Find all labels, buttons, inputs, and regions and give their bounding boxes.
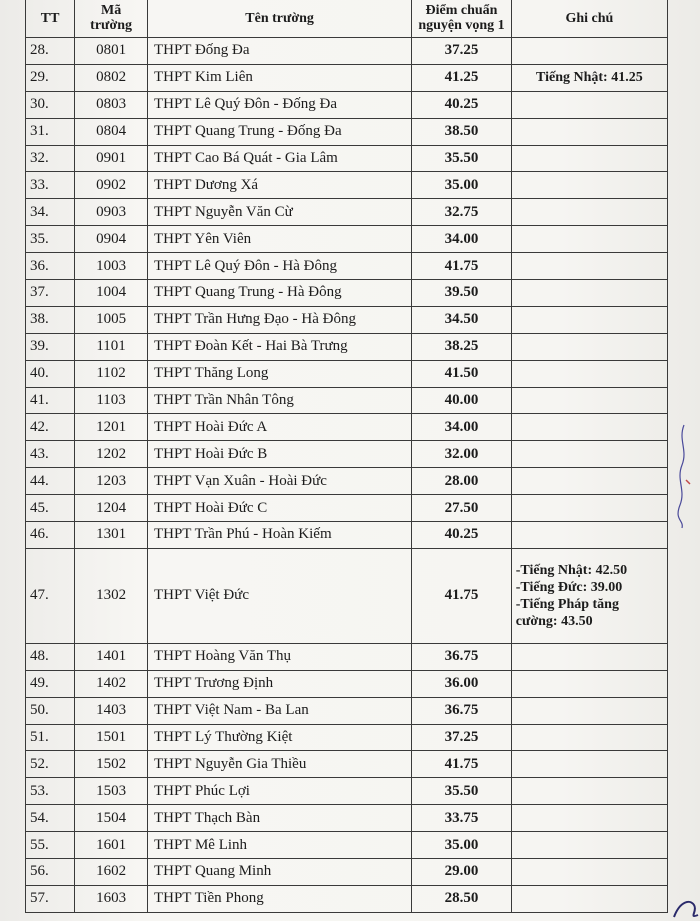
table-row xyxy=(26,441,668,468)
school-code: 1403 xyxy=(75,697,148,724)
note xyxy=(511,805,667,832)
table-row xyxy=(26,360,668,387)
table-body xyxy=(26,38,668,913)
note xyxy=(511,724,667,751)
score: 28.00 xyxy=(412,468,512,495)
header-ten-truong: Tên trường xyxy=(147,0,411,38)
table-row xyxy=(26,253,668,280)
note xyxy=(511,118,667,145)
school-code: 1003 xyxy=(75,253,148,280)
school-name: THPT Nguyễn Gia Thiều xyxy=(147,751,411,778)
school-name: THPT Nguyễn Văn Cừ xyxy=(147,199,411,226)
score: 32.00 xyxy=(412,441,512,468)
school-code: 1202 xyxy=(75,441,148,468)
table-row xyxy=(26,832,668,859)
score: 41.50 xyxy=(412,360,512,387)
note xyxy=(511,306,667,333)
row-number: 51. xyxy=(26,724,75,751)
table-row xyxy=(26,724,668,751)
score: 38.50 xyxy=(412,118,512,145)
score: 36.75 xyxy=(412,697,512,724)
score: 41.75 xyxy=(412,548,512,643)
school-code: 1004 xyxy=(75,280,148,307)
note xyxy=(511,778,667,805)
row-number: 44. xyxy=(26,468,75,495)
signature-corner-mark xyxy=(670,891,700,921)
school-name: THPT Hoàng Văn Thụ xyxy=(147,643,411,670)
school-name: THPT Hoài Đức C xyxy=(147,495,411,522)
school-code: 0902 xyxy=(75,172,148,199)
school-code: 0803 xyxy=(75,91,148,118)
table-row xyxy=(26,697,668,724)
row-number: 45. xyxy=(26,495,75,522)
school-code: 0901 xyxy=(75,145,148,172)
score: 35.50 xyxy=(412,145,512,172)
row-number: 49. xyxy=(26,670,75,697)
school-name: THPT Lý Thường Kiệt xyxy=(147,724,411,751)
score: 32.75 xyxy=(412,199,512,226)
note xyxy=(511,468,667,495)
school-code: 0904 xyxy=(75,226,148,253)
school-name: THPT Quang Trung - Hà Đông xyxy=(147,280,411,307)
note xyxy=(511,548,667,643)
table-row xyxy=(26,306,668,333)
school-name: THPT Lê Quý Đôn - Đống Đa xyxy=(147,91,411,118)
table-row xyxy=(26,387,668,414)
school-name: THPT Vạn Xuân - Hoài Đức xyxy=(147,468,411,495)
signature-mark xyxy=(674,420,692,530)
header-ma-truong: Mã trường xyxy=(75,0,148,38)
note xyxy=(511,226,667,253)
table-row xyxy=(26,145,668,172)
score: 37.25 xyxy=(412,724,512,751)
row-number: 55. xyxy=(26,832,75,859)
school-name: THPT Trần Phú - Hoàn Kiếm xyxy=(147,522,411,549)
note xyxy=(511,643,667,670)
score: 41.25 xyxy=(412,64,512,91)
row-number: 35. xyxy=(26,226,75,253)
row-number: 39. xyxy=(26,333,75,360)
note xyxy=(511,145,667,172)
row-number: 30. xyxy=(26,91,75,118)
row-number: 34. xyxy=(26,199,75,226)
note xyxy=(511,859,667,886)
row-number: 46. xyxy=(26,522,75,549)
school-code: 1503 xyxy=(75,778,148,805)
school-name: THPT Việt Nam - Ba Lan xyxy=(147,697,411,724)
score: 41.75 xyxy=(412,751,512,778)
table-row xyxy=(26,199,668,226)
note xyxy=(511,333,667,360)
score: 33.75 xyxy=(412,805,512,832)
school-name: THPT Mê Linh xyxy=(147,832,411,859)
table-row xyxy=(26,495,668,522)
row-number: 50. xyxy=(26,697,75,724)
table-header-row xyxy=(26,0,668,38)
note xyxy=(511,414,667,441)
school-name: THPT Lê Quý Đôn - Hà Đông xyxy=(147,253,411,280)
row-number: 41. xyxy=(26,387,75,414)
school-code: 1101 xyxy=(75,333,148,360)
school-code: 1603 xyxy=(75,885,148,912)
score: 35.00 xyxy=(412,832,512,859)
score: 28.50 xyxy=(412,885,512,912)
school-code: 1601 xyxy=(75,832,148,859)
header-ghi-chu: Ghi chú xyxy=(511,0,667,38)
school-name: THPT Trần Hưng Đạo - Hà Đông xyxy=(147,306,411,333)
school-code: 1204 xyxy=(75,495,148,522)
note xyxy=(511,832,667,859)
note: Tiếng Nhật: 41.25 xyxy=(511,64,667,91)
school-name: THPT Dương Xá xyxy=(147,172,411,199)
score: 35.00 xyxy=(412,172,512,199)
score: 41.75 xyxy=(412,253,512,280)
school-name: THPT Hoài Đức B xyxy=(147,441,411,468)
score: 35.50 xyxy=(412,778,512,805)
row-number: 52. xyxy=(26,751,75,778)
school-name: THPT Phúc Lợi xyxy=(147,778,411,805)
note xyxy=(511,199,667,226)
row-number: 38. xyxy=(26,306,75,333)
school-name: THPT Cao Bá Quát - Gia Lâm xyxy=(147,145,411,172)
table-row xyxy=(26,280,668,307)
note xyxy=(511,495,667,522)
row-number: 48. xyxy=(26,643,75,670)
school-code: 1301 xyxy=(75,522,148,549)
row-number: 57. xyxy=(26,885,75,912)
table-row xyxy=(26,468,668,495)
table-row xyxy=(26,859,668,886)
school-name: THPT Yên Viên xyxy=(147,226,411,253)
row-number: 40. xyxy=(26,360,75,387)
note xyxy=(511,91,667,118)
school-code: 1203 xyxy=(75,468,148,495)
score: 38.25 xyxy=(412,333,512,360)
note xyxy=(511,253,667,280)
row-number: 43. xyxy=(26,441,75,468)
table-row xyxy=(26,64,668,91)
school-name: THPT Tiền Phong xyxy=(147,885,411,912)
school-code: 1102 xyxy=(75,360,148,387)
row-number: 33. xyxy=(26,172,75,199)
row-number: 53. xyxy=(26,778,75,805)
school-name: THPT Thăng Long xyxy=(147,360,411,387)
school-name: THPT Trương Định xyxy=(147,670,411,697)
admission-scores-table xyxy=(25,0,668,913)
school-name: THPT Trần Nhân Tông xyxy=(147,387,411,414)
table-row xyxy=(26,172,668,199)
row-number: 28. xyxy=(26,38,75,65)
table-row xyxy=(26,805,668,832)
score: 40.25 xyxy=(412,522,512,549)
school-name: THPT Việt Đức xyxy=(147,548,411,643)
score: 27.50 xyxy=(412,495,512,522)
row-number: 32. xyxy=(26,145,75,172)
note-line: -Tiếng Nhật: 42.50 xyxy=(515,562,628,578)
school-code: 0804 xyxy=(75,118,148,145)
table-row xyxy=(26,226,668,253)
table-row xyxy=(26,522,668,549)
school-code: 1402 xyxy=(75,670,148,697)
row-number: 42. xyxy=(26,414,75,441)
row-number: 37. xyxy=(26,280,75,307)
table-row xyxy=(26,751,668,778)
note xyxy=(511,172,667,199)
school-name: THPT Đống Đa xyxy=(147,38,411,65)
school-name: THPT Quang Minh xyxy=(147,859,411,886)
school-name: THPT Thạch Bàn xyxy=(147,805,411,832)
score: 36.75 xyxy=(412,643,512,670)
score: 36.00 xyxy=(412,670,512,697)
table-row xyxy=(26,778,668,805)
table-row xyxy=(26,38,668,65)
school-code: 0903 xyxy=(75,199,148,226)
school-code: 1602 xyxy=(75,859,148,886)
note-line: -Tiếng Pháp tăng cường: 43.50 xyxy=(515,596,619,629)
school-code: 1502 xyxy=(75,751,148,778)
row-number: 29. xyxy=(26,64,75,91)
note xyxy=(511,697,667,724)
score: 40.25 xyxy=(412,91,512,118)
row-number: 47. xyxy=(26,548,75,643)
table-row xyxy=(26,885,668,912)
row-number: 54. xyxy=(26,805,75,832)
header-diem-chuan: Điểm chuẩn nguyện vọng 1 xyxy=(412,0,512,38)
table-row xyxy=(26,643,668,670)
school-name: THPT Đoàn Kết - Hai Bà Trưng xyxy=(147,333,411,360)
note xyxy=(511,522,667,549)
score: 39.50 xyxy=(412,280,512,307)
school-name: THPT Quang Trung - Đống Đa xyxy=(147,118,411,145)
school-code: 0801 xyxy=(75,38,148,65)
school-code: 1401 xyxy=(75,643,148,670)
note xyxy=(511,38,667,65)
note xyxy=(511,360,667,387)
header-tt: TT xyxy=(26,0,75,38)
score: 37.25 xyxy=(412,38,512,65)
table-row xyxy=(26,548,668,643)
note-line: -Tiếng Đức: 39.00 xyxy=(515,579,623,595)
score: 34.00 xyxy=(412,226,512,253)
note xyxy=(511,885,667,912)
row-number: 31. xyxy=(26,118,75,145)
school-code: 1201 xyxy=(75,414,148,441)
note xyxy=(511,441,667,468)
score: 29.00 xyxy=(412,859,512,886)
school-name: THPT Kim Liên xyxy=(147,64,411,91)
table-row xyxy=(26,670,668,697)
school-name: THPT Hoài Đức A xyxy=(147,414,411,441)
school-code: 1302 xyxy=(75,548,148,643)
score: 34.50 xyxy=(412,306,512,333)
score: 34.00 xyxy=(412,414,512,441)
note xyxy=(511,751,667,778)
school-code: 0802 xyxy=(75,64,148,91)
note xyxy=(511,280,667,307)
school-code: 1103 xyxy=(75,387,148,414)
table-row xyxy=(26,91,668,118)
table-row xyxy=(26,333,668,360)
table-row xyxy=(26,118,668,145)
score: 40.00 xyxy=(412,387,512,414)
school-code: 1005 xyxy=(75,306,148,333)
table-row xyxy=(26,414,668,441)
row-number: 56. xyxy=(26,859,75,886)
school-code: 1504 xyxy=(75,805,148,832)
row-number: 36. xyxy=(26,253,75,280)
school-code: 1501 xyxy=(75,724,148,751)
note xyxy=(511,387,667,414)
note xyxy=(511,670,667,697)
